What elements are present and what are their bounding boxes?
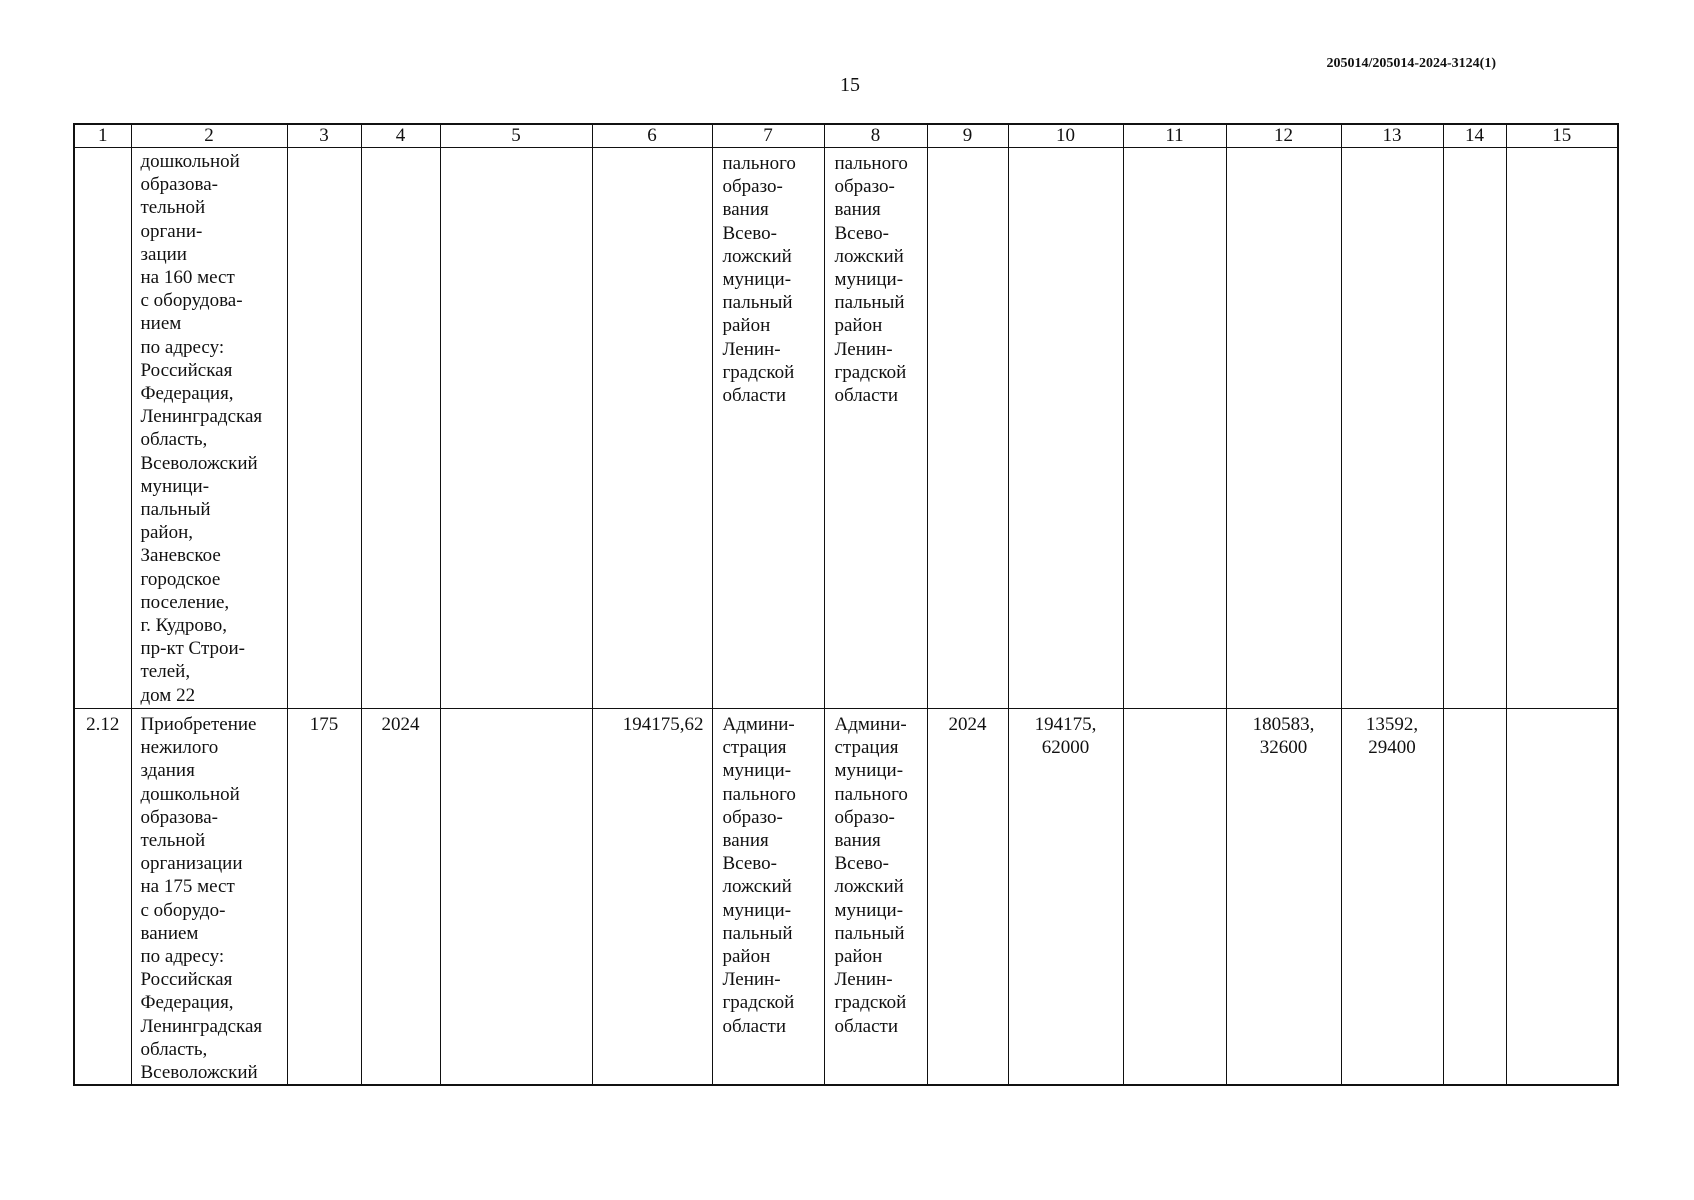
text-line: на 160 мест [140,267,235,289]
text-line: градской [722,992,795,1014]
text-line: области [834,385,899,407]
cell-empty [592,148,712,709]
local-amount-lines [1342,713,1443,759]
text-line: дом 22 [140,684,196,706]
text-line: вания [834,199,881,221]
text-line: Всеволожский [140,452,258,474]
text-line: организации [140,853,243,875]
column-header: 8 [824,124,927,148]
text-line: район [722,946,771,968]
text-line: нием [140,313,182,335]
text-line: муници- [722,760,792,782]
data-table [73,123,1619,1086]
text-line: образо- [834,806,895,828]
text-line: области [722,385,787,407]
text-line: тельной [140,830,206,852]
text-line: Приобретение [140,714,257,735]
text-line: по адресу: [140,336,225,358]
text-line: Всеволожский [140,1062,258,1084]
text-line: вания [722,830,769,852]
cell-cost: 194175,62 [592,709,712,1086]
text-line: образова- [140,806,218,828]
text-line: Ленинградская [140,1015,263,1037]
text-line: Всево- [834,222,889,244]
cell-col11 [1123,709,1226,1086]
text-line: пального [834,783,908,805]
developer-lines [835,152,927,407]
text-line: ложский [722,876,792,898]
text-line: Федерация, [140,383,234,405]
cell-regional-amount [1226,709,1341,1086]
cell-empty [1506,148,1618,709]
text-line: образо- [722,806,783,828]
text-line: дошкольной [140,151,240,172]
text-line: Ленин- [834,969,893,991]
column-header: 15 [1506,124,1618,148]
object-name-lines [141,713,287,1084]
column-header: 7 [712,124,824,148]
column-header: 12 [1226,124,1341,148]
object-name-lines [141,150,287,707]
cell-col14 [1443,709,1506,1086]
text-line: ванием [140,922,199,944]
text-line: по адресу: [140,946,225,968]
text-line: ложский [834,245,904,267]
text-line: поселение, [140,591,230,613]
text-line: образова- [140,174,218,196]
cell-local-amount [1341,709,1443,1086]
text-line: муници- [722,899,792,921]
text-line: с оборудо- [140,899,226,921]
cell-empty [1226,148,1341,709]
text-line: область, [140,429,208,451]
text-line: вания [834,830,881,852]
text-line: Ленинградская [140,406,263,428]
text-line: Российская [140,969,233,991]
text-line: градской [722,361,795,383]
cell-object-name [131,709,287,1086]
cell-object-name [131,148,287,709]
text-line: Ленин- [834,338,893,360]
text-line: органи- [140,220,203,242]
text-line: ложский [834,876,904,898]
column-header: 1 [74,124,131,148]
text-line: 180583, [1252,714,1315,735]
cell-empty [927,148,1008,709]
text-line: пальный [722,922,793,944]
text-line: область, [140,1038,208,1060]
text-line: образо- [834,176,895,198]
cell-customer [712,709,824,1086]
cell-year: 2024 [361,709,440,1086]
text-line: здания [140,760,195,782]
text-line: пальный [834,922,905,944]
column-header: 6 [592,124,712,148]
text-line: Всево- [722,853,777,875]
text-line: Российская [140,359,233,381]
text-line: области [722,1015,787,1037]
text-line: области [834,1015,899,1037]
text-line: зации [140,243,187,265]
text-line: 62000 [1041,737,1090,759]
text-line: район [834,946,883,968]
text-line: район [834,315,883,337]
text-line: ложский [722,245,792,267]
regional-amount-lines [1227,713,1341,759]
developer-lines [835,713,927,1038]
text-line: пальный [722,292,793,314]
cell-empty [1341,148,1443,709]
column-header: 4 [361,124,440,148]
customer-lines [723,152,824,407]
text-line: на 175 мест [140,876,235,898]
text-line: нежилого [140,737,219,759]
column-header: 14 [1443,124,1506,148]
cell-empty [74,148,131,709]
cell-empty [361,148,440,709]
total-amount-lines [1009,713,1123,759]
column-header: 2 [131,124,287,148]
cell-total-amount [1008,709,1123,1086]
text-line: муници- [834,899,904,921]
text-line: муници- [722,269,792,291]
text-line: телей, [140,661,191,683]
text-line: страция [834,737,899,759]
cell-developer [824,148,927,709]
column-header: 13 [1341,124,1443,148]
text-line: г. Кудрово, [140,615,227,637]
text-line: с оборудова- [140,290,243,312]
column-header: 10 [1008,124,1123,148]
text-line: пальный [834,292,905,314]
text-line: Ленин- [722,969,781,991]
text-line: Ленин- [722,338,781,360]
column-header: 9 [927,124,1008,148]
cell-empty [440,148,592,709]
text-line: пального [722,783,796,805]
cell-empty [287,148,361,709]
text-line: тельной [140,197,206,219]
text-line: район [722,315,771,337]
table-row-continued [74,148,1618,709]
text-line: 13592, [1365,714,1419,735]
cell-customer [712,148,824,709]
cell-developer [824,709,927,1086]
text-line: образо- [722,176,783,198]
column-number-row [74,124,1618,148]
column-header: 5 [440,124,592,148]
text-line: пального [834,153,908,174]
cell-empty [1008,148,1123,709]
column-header: 3 [287,124,361,148]
text-line: муници- [140,475,210,497]
text-line: Федерация, [140,992,234,1014]
text-line: Админи- [834,714,907,735]
text-line: страция [722,737,787,759]
table-row-2-12 [74,709,1618,1086]
cell-col5 [440,709,592,1086]
text-line: пальный [140,499,211,521]
cell-empty [1443,148,1506,709]
text-line: 29400 [1368,737,1416,759]
text-line: вания [722,199,769,221]
text-line: Всево- [722,222,777,244]
text-line: район, [140,522,194,544]
text-line: муници- [834,760,904,782]
text-line: пр-кт Строи- [140,638,245,660]
text-line: пального [722,153,796,174]
text-line: дошкольной [140,783,240,805]
text-line: Всево- [834,853,889,875]
cell-capacity: 175 [287,709,361,1086]
cell-col15 [1506,709,1618,1086]
cell-empty [1123,148,1226,709]
customer-lines [723,713,824,1038]
text-line: 194175, [1034,714,1097,735]
cell-funding-year: 2024 [927,709,1008,1086]
text-line: муници- [834,269,904,291]
text-line: градской [834,361,907,383]
text-line: Админи- [722,714,795,735]
text-line: 32600 [1259,737,1308,759]
text-line: городское [140,568,221,590]
document-id: 205014/205014-2024-3124(1) [1326,56,1496,71]
text-line: градской [834,992,907,1014]
text-line: Заневское [140,545,221,567]
column-header: 11 [1123,124,1226,148]
cell-row-number: 2.12 [74,709,131,1086]
page-number: 15 [840,74,860,96]
